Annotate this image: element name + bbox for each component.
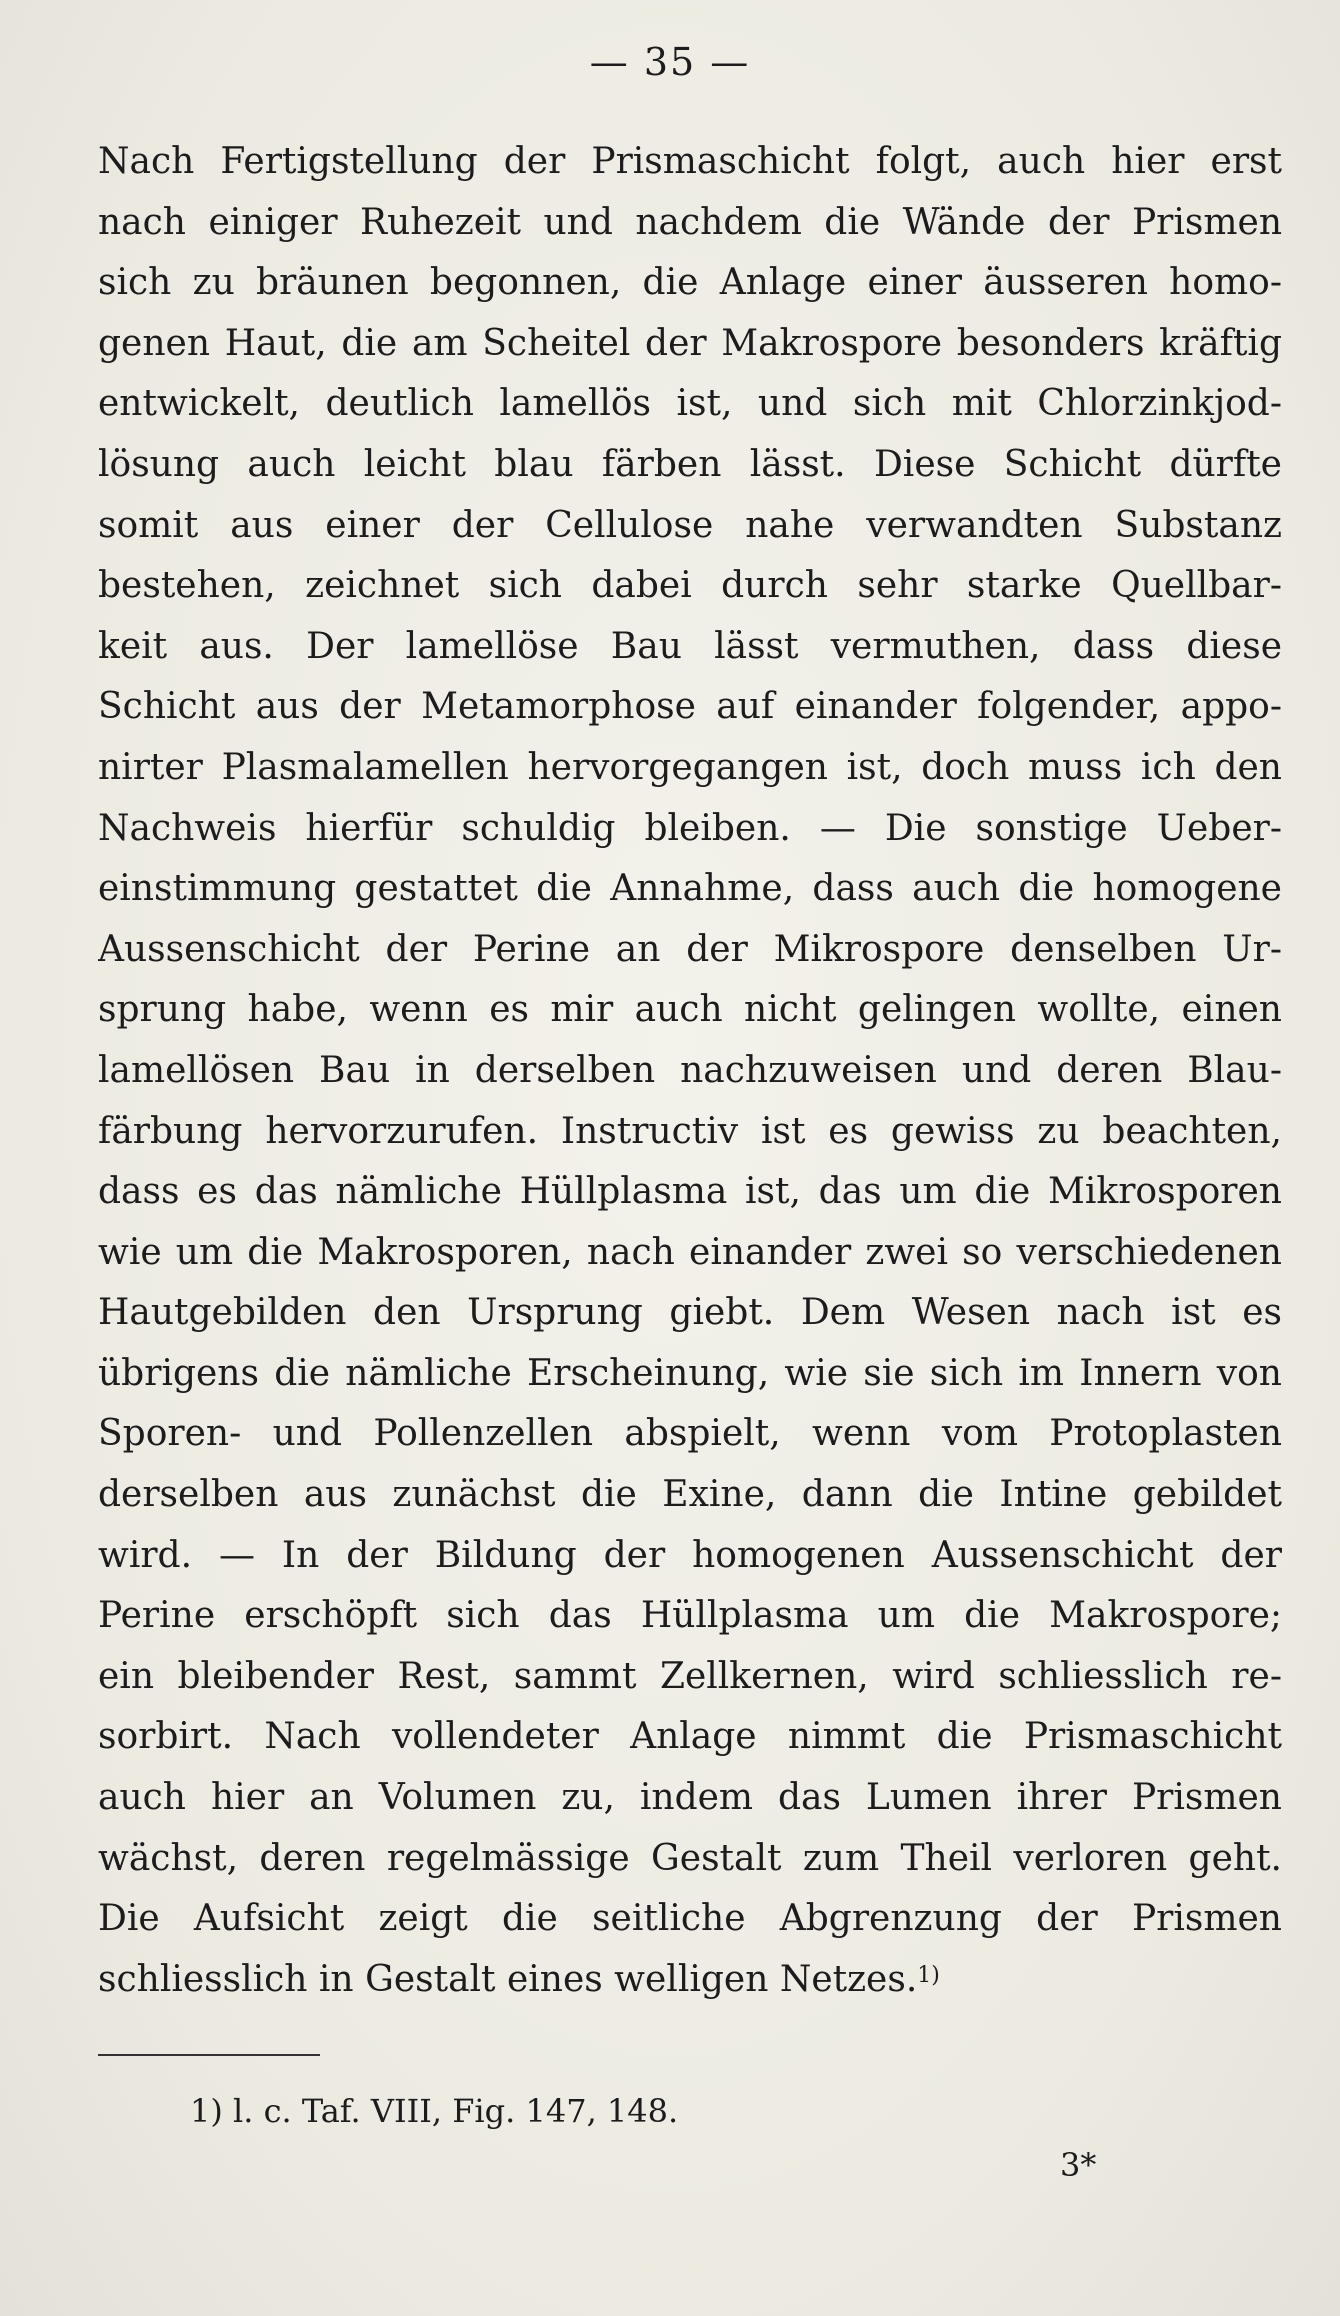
footnote: 1) l. c. Taf. VIII, Fig. 147, 148. xyxy=(190,2092,679,2130)
text-line: Sporen- und Pollenzellen abspielt, wenn vom Protoplasten xyxy=(98,1413,1282,1455)
signature-mark: 3* xyxy=(1060,2146,1097,2184)
footnote-marker: 1) xyxy=(917,1962,940,1988)
text-line: sich zu bräunen begonnen, die Anlage einer äusseren homo- xyxy=(98,262,1282,304)
text-line: übrigens die nämliche Erscheinung, wie sie sich im Innern von xyxy=(98,1352,1282,1394)
text-line: nach einiger Ruhezeit und nachdem die Wände der Prismen xyxy=(98,201,1282,243)
text-line: wird. — In der Bildung der homogenen Aussenschicht der xyxy=(98,1534,1282,1576)
text-line: Nachweis hierfür schuldig bleiben. — Die sonstige Ueber- xyxy=(98,807,1282,849)
body-text xyxy=(98,132,1282,2010)
text-line: entwickelt, deutlich lamellös ist, und sich mit Chlorzinkjod- xyxy=(98,383,1282,425)
text-line: wie um die Makrosporen, nach einander zwei so verschiedenen xyxy=(98,1231,1282,1273)
page-number: — 35 — xyxy=(589,40,751,84)
text-line: Hautgebilden den Ursprung giebt. Dem Wesen nach ist es xyxy=(98,1292,1282,1334)
text-line: dass es das nämliche Hüllplasma ist, das um die Mikrosporen xyxy=(98,1171,1282,1213)
text-line: genen Haut, die am Scheitel der Makrospore besonders kräftig xyxy=(98,322,1282,364)
text-line: Nach Fertigstellung der Prismaschicht folgt, auch hier erst xyxy=(98,141,1282,182)
text-line: nirter Plasmalamellen hervorgegangen ist, doch muss ich den xyxy=(98,746,1282,788)
text-line: färbung hervorzurufen. Instructiv ist es gewiss zu beachten, xyxy=(98,1110,1282,1152)
text-line: Perine erschöpft sich das Hüllplasma um die Makrospore; xyxy=(98,1595,1282,1637)
text-line: auch hier an Volumen zu, indem das Lumen ihrer Prismen xyxy=(98,1777,1282,1819)
text-line: keit aus. Der lamellöse Bau lässt vermuthen, dass diese xyxy=(98,625,1282,667)
text-line: sorbirt. Nach vollendeter Anlage nimmt die Prismaschicht xyxy=(98,1716,1282,1758)
text-line: bestehen, zeichnet sich dabei durch sehr starke Quellbar- xyxy=(98,565,1282,607)
text-line: Schicht aus der Metamorphose auf einander folgender, appo- xyxy=(98,686,1282,728)
text-line: somit aus einer der Cellulose nahe verwandten Substanz xyxy=(98,504,1282,546)
text-line: derselben aus zunächst die Exine, dann die Intine gebildet xyxy=(98,1474,1282,1516)
text-line: lamellösen Bau in derselben nachzuweisen und deren Blau- xyxy=(98,1049,1282,1091)
text-line: einstimmung gestattet die Annahme, dass auch die homogene xyxy=(98,868,1282,910)
text-line: sprung habe, wenn es mir auch nicht gelingen wollte, einen xyxy=(98,989,1282,1031)
text-line: wächst, deren regelmässige Gestalt zum Theil verloren geht. xyxy=(98,1837,1282,1879)
text-line: schliesslich in Gestalt eines welligen Netzes.$^{1)}$ xyxy=(98,1958,940,2000)
text-line: Die Aufsicht zeigt die seitliche Abgrenzung der Prismen xyxy=(98,1898,1282,1940)
text-line: ein bleibender Rest, sammt Zellkernen, wird schliesslich re- xyxy=(98,1655,1282,1697)
text-line: Aussenschicht der Perine an der Mikrospore denselben Ur- xyxy=(98,928,1282,970)
text-line: lösung auch leicht blau färben lässt. Diese Schicht dürfte xyxy=(98,443,1282,485)
footnote-rule xyxy=(98,2054,320,2056)
